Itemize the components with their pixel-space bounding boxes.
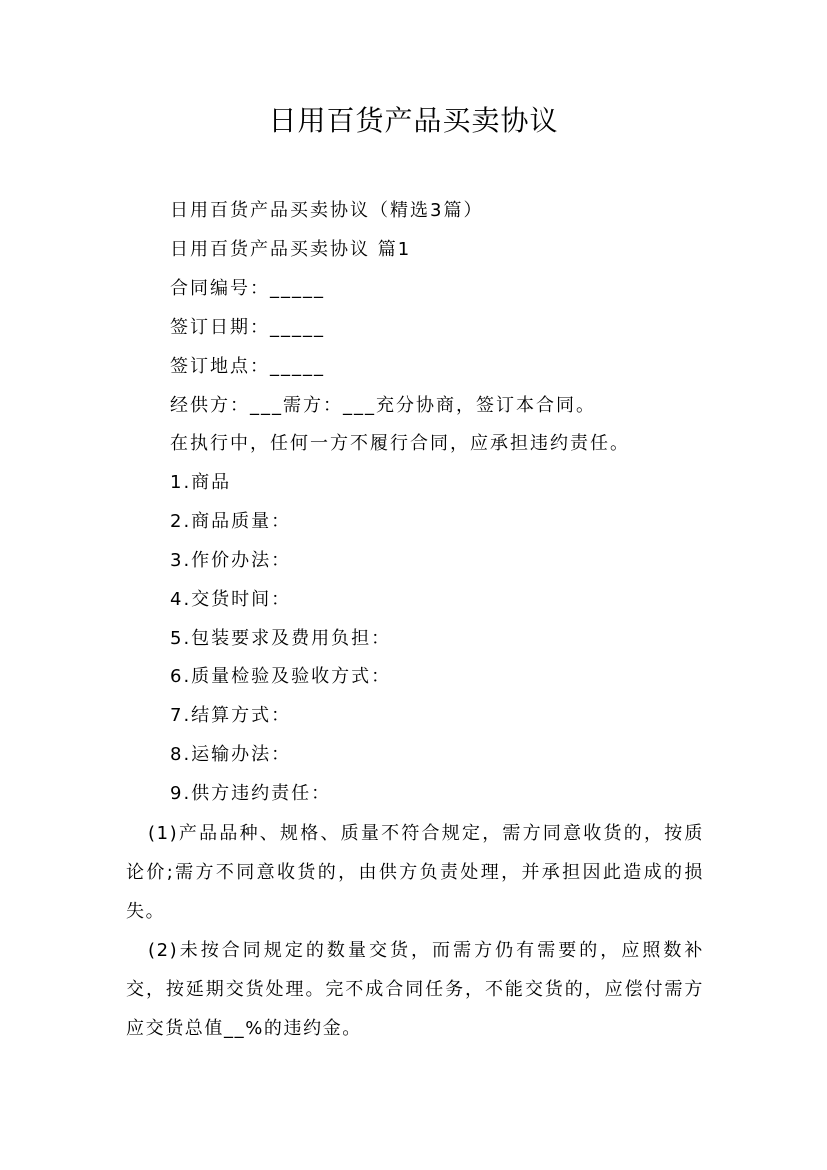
body-paragraph: (1)产品品种、规格、质量不符合规定，需方同意收货的，按质论价;需方不同意收货的，由供方负责处理，并承担因此造成的损失。 <box>126 823 704 922</box>
clause-item: 8.运输办法： <box>170 744 292 765</box>
clause-item: 4.交货时间： <box>170 589 292 610</box>
document-line: 经供方：___需方：___充分协商，签订本合同。 <box>170 395 596 416</box>
clause-item: 2.商品质量： <box>170 511 292 532</box>
clause-item: 9.供方违约责任： <box>170 783 332 804</box>
clause-item: 3.作价办法： <box>170 550 292 571</box>
clause-item: 6.质量检验及验收方式： <box>170 666 392 687</box>
document-line: 日用百货产品买卖协议（精选3篇） <box>170 200 484 221</box>
contract-number-line: 合同编号：_____ <box>170 278 325 299</box>
document-line: 日用百货产品买卖协议 篇1 <box>170 239 412 260</box>
clause-item: 5.包装要求及费用负担： <box>170 628 392 649</box>
signing-date-line: 签订日期：_____ <box>170 317 325 338</box>
clause-item: 1.商品 <box>170 472 232 493</box>
document-line: 在执行中，任何一方不履行合同，应承担违约责任。 <box>170 433 630 454</box>
body-paragraph: (2)未按合同规定的数量交货，而需方仍有需要的，应照数补交，按延期交货处理。完不成合同任务，不能交货的，应偿付需方应交货总值__%的违约金。 <box>126 940 704 1039</box>
clause-item: 7.结算方式： <box>170 705 292 726</box>
signing-place-line: 签订地点：_____ <box>170 356 325 377</box>
document-title: 日用百货产品买卖协议 <box>268 104 559 137</box>
